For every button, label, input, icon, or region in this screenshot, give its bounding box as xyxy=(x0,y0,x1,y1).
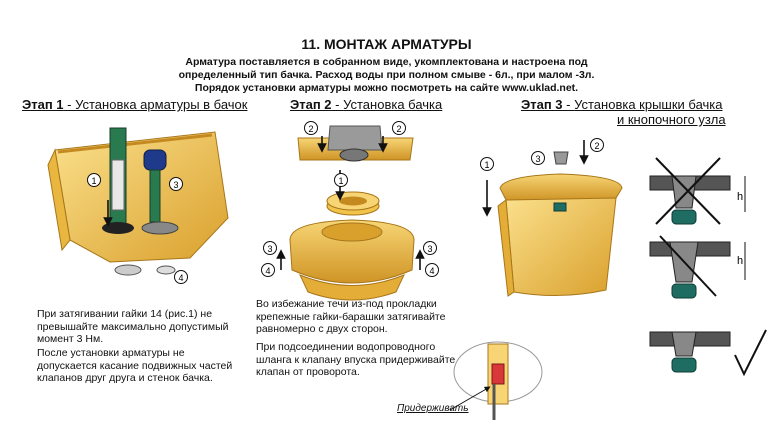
stage-1-heading: Этап 1 - Установка арматуры в бачок xyxy=(22,97,248,112)
dimension-h-label: h xyxy=(737,191,744,203)
page-title: 11. МОНТАЖ АРМАТУРЫ xyxy=(301,36,472,52)
toilet-platform-illustration xyxy=(290,220,414,300)
stage-3-heading: Этап 3 - Установка крышки бачка xyxy=(521,97,723,112)
callout-4-text: 4 xyxy=(429,266,435,276)
callout-3-text: 3 xyxy=(535,154,541,164)
stage-1-note-contact: После установки арматуры не допускается касание подвижных частей клапанов друг друга и стенок бачка. xyxy=(37,347,233,384)
gasket-illustration xyxy=(327,192,379,215)
stage-3-heading-line2: и кнопочного узла xyxy=(617,112,726,127)
callout-1-text: 1 xyxy=(91,176,97,186)
washer-icon xyxy=(157,266,175,274)
callout-1-text: 1 xyxy=(338,176,344,186)
intro-line-3: Порядок установки арматуры можно посмотреть на сайте www.uklad.net. xyxy=(194,82,579,94)
callout-2-text: 2 xyxy=(594,141,600,151)
callout-3-text: 3 xyxy=(267,244,273,254)
dimension-h-label: h xyxy=(737,255,744,267)
callout-4-text: 4 xyxy=(265,266,271,276)
push-button-illustration xyxy=(554,152,568,164)
detail-correct-illustration xyxy=(650,330,766,374)
intro-line-1: Арматура поставляется в собранном виде, укомплектована и настроена под xyxy=(185,56,588,68)
intro-line-2: определенный тип бачка. Расход воды при полном смыве - 6л., при малом -3л. xyxy=(178,69,595,81)
detail-wrong-1-illustration xyxy=(650,158,745,224)
callout-2-text: 2 xyxy=(396,124,402,134)
stage3-tank-lid-illustration xyxy=(498,174,622,296)
callout-2-text: 2 xyxy=(308,124,314,134)
stage-2-note-gasket: Во избежание течи из-под прокладки крепежные гайки-барашки затягивайте равномерно с двух сторон. xyxy=(256,298,446,335)
nut-icon xyxy=(115,265,141,275)
stage-2-note-hose: При подсоединении водопроводного шланга к клапану впуска придерживайте клапан от проворота. xyxy=(256,341,456,378)
checkmark-icon xyxy=(735,330,766,374)
stage1-tank-illustration xyxy=(48,132,228,262)
stage-1-note-torque: При затягивании гайки 14 (рис.1) не превышайте максимально допустимый момент 3 Нм. xyxy=(37,308,229,345)
detail-wrong-2-illustration xyxy=(650,236,745,298)
stage-2-heading: Этап 2 - Установка бачка xyxy=(290,97,443,112)
callout-3-text: 3 xyxy=(427,244,433,254)
hold-label: Придерживать xyxy=(397,403,469,414)
callout-4-text: 4 xyxy=(178,273,184,283)
callout-1-text: 1 xyxy=(484,160,490,170)
callout-3-text: 3 xyxy=(173,180,179,190)
